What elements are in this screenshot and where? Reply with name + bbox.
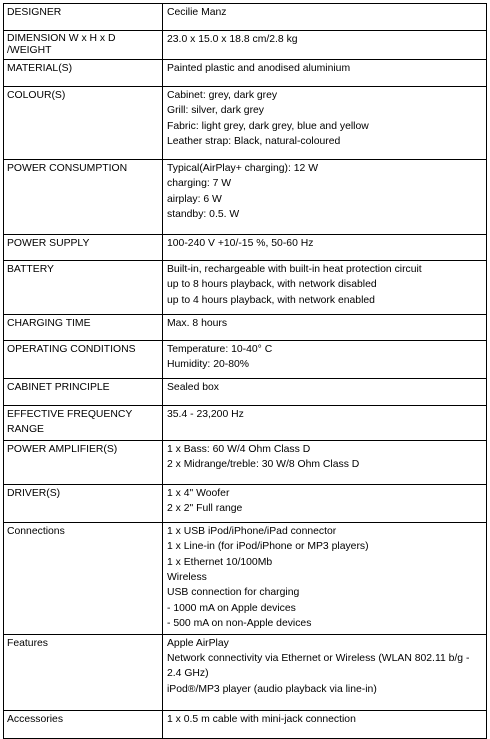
spec-value-line: 1 x 0.5 m cable with mini-jack connection [167, 713, 356, 725]
spec-label: Connections [4, 522, 163, 634]
table-row [4, 484, 487, 522]
spec-value [163, 235, 487, 261]
spec-value [163, 710, 487, 738]
spec-label: DESIGNER [4, 4, 163, 31]
spec-label: POWER SUPPLY [4, 235, 163, 261]
spec-label: EFFECTIVE FREQUENCY RANGE [7, 409, 133, 436]
spec-label: OPERATING CONDITIONS [4, 341, 163, 379]
table-row [4, 341, 487, 379]
spec-value [163, 341, 487, 379]
table-row [4, 440, 487, 484]
table-row [4, 710, 487, 738]
spec-value-line: Temperature: 10-40° C [167, 344, 273, 355]
spec-value-line: Sealed box [167, 382, 219, 393]
table-row [4, 4, 487, 31]
spec-value-line: 1 x Line-in (for iPod/iPhone or MP3 players) [167, 541, 369, 553]
spec-label: CHARGING TIME [4, 315, 163, 341]
spec-value-line: Max. 8 hours [167, 318, 228, 329]
spec-value-line: charging: 7 W [167, 178, 232, 190]
spec-value-line: Fabric: light grey, dark grey, blue and yellow [167, 120, 369, 132]
spec-value-line: Leather strap: Black, natural-coloured [167, 136, 341, 148]
spec-value-line: up to 8 hours playback, with network disabled [167, 279, 377, 291]
spec-value-line: up to 4 hours playback, with network enabled [167, 294, 375, 306]
spec-value [163, 406, 487, 441]
spec-value [163, 261, 487, 315]
spec-label: BATTERY [4, 261, 163, 315]
spec-value-line: Humidity: 20-80% [167, 359, 250, 371]
table-row [4, 634, 487, 710]
spec-label: Accessories [4, 710, 163, 738]
spec-value [163, 440, 487, 484]
spec-value-line: 1 x Bass: 60 W/4 Ohm Class D [167, 443, 311, 455]
table-row [4, 522, 487, 634]
spec-value-line: 1 x 4" Woofer [167, 487, 230, 499]
spec-value [163, 87, 487, 160]
spec-label: DRIVER(S) [4, 484, 163, 522]
spec-value-line: 23.0 x 15.0 x 18.8 cm/2.8 kg [167, 34, 298, 45]
spec-value-line: 1 x USB iPod/iPhone/iPad connector [167, 525, 337, 537]
spec-value [163, 60, 487, 87]
spec-value-line: Painted plastic and anodised aluminium [167, 63, 351, 74]
spec-value-line: iPod®/MP3 player (audio playback via line-in) [167, 683, 377, 695]
spec-label: MATERIAL(S) [4, 60, 163, 87]
spec-value-line: 1 x Ethernet 10/100Mb [167, 556, 273, 568]
spec-value [163, 160, 487, 235]
spec-label: Features [4, 634, 163, 710]
spec-label: POWER CONSUMPTION [4, 160, 163, 235]
spec-value [163, 315, 487, 341]
table-row [4, 315, 487, 341]
spec-value [163, 379, 487, 406]
table-row [4, 160, 487, 235]
spec-value-line: 35.4 - 23,200 Hz [167, 409, 244, 420]
spec-label: COLOUR(S) [4, 87, 163, 160]
spec-value-line: airplay: 6 W [167, 193, 222, 205]
spec-value-line: Grill: silver, dark grey [167, 105, 265, 117]
spec-value [163, 484, 487, 522]
table-row [4, 406, 487, 441]
spec-value-line: - 500 mA on non-Apple devices [167, 618, 312, 630]
table-row [4, 235, 487, 261]
spec-value-line: Typical(AirPlay+ charging): 12 W [167, 163, 319, 174]
spec-value-line: 2 x Midrange/treble: 30 W/8 Ohm Class D [167, 459, 360, 471]
spec-label: DIMENSION W x H x D /WEIGHT [7, 33, 116, 56]
table-row [4, 60, 487, 87]
spec-value-line: Built-in, rechargeable with built-in heat protection circuit [167, 264, 422, 275]
spec-value-line: Network connectivity via Ethernet or Wireless (WLAN 802.11 b/g - 2.4 GHz) [167, 653, 470, 680]
spec-value-line: Cabinet: grey, dark grey [167, 90, 278, 101]
spec-value-line: 2 x 2" Full range [167, 503, 243, 515]
spec-value [163, 634, 487, 710]
spec-value [163, 4, 487, 31]
spec-value [163, 31, 487, 60]
spec-value-line: standby: 0.5. W [167, 209, 240, 221]
spec-value-line: Wireless [167, 572, 207, 584]
spec-label: POWER AMPLIFIER(S) [4, 440, 163, 484]
table-row [4, 87, 487, 160]
spec-table [3, 3, 487, 739]
spec-value-line: - 1000 mA on Apple devices [167, 602, 296, 614]
table-row [4, 379, 487, 406]
spec-label: CABINET PRINCIPLE [4, 379, 163, 406]
spec-value-line: Cecilie Manz [167, 7, 227, 18]
spec-value-line: 100-240 V +10/-15 %, 50-60 Hz [167, 238, 314, 249]
table-row [4, 261, 487, 315]
spec-value-line: Apple AirPlay [167, 637, 229, 649]
spec-value [163, 522, 487, 634]
table-row [4, 31, 487, 60]
spec-value-line: USB connection for charging [167, 587, 300, 599]
